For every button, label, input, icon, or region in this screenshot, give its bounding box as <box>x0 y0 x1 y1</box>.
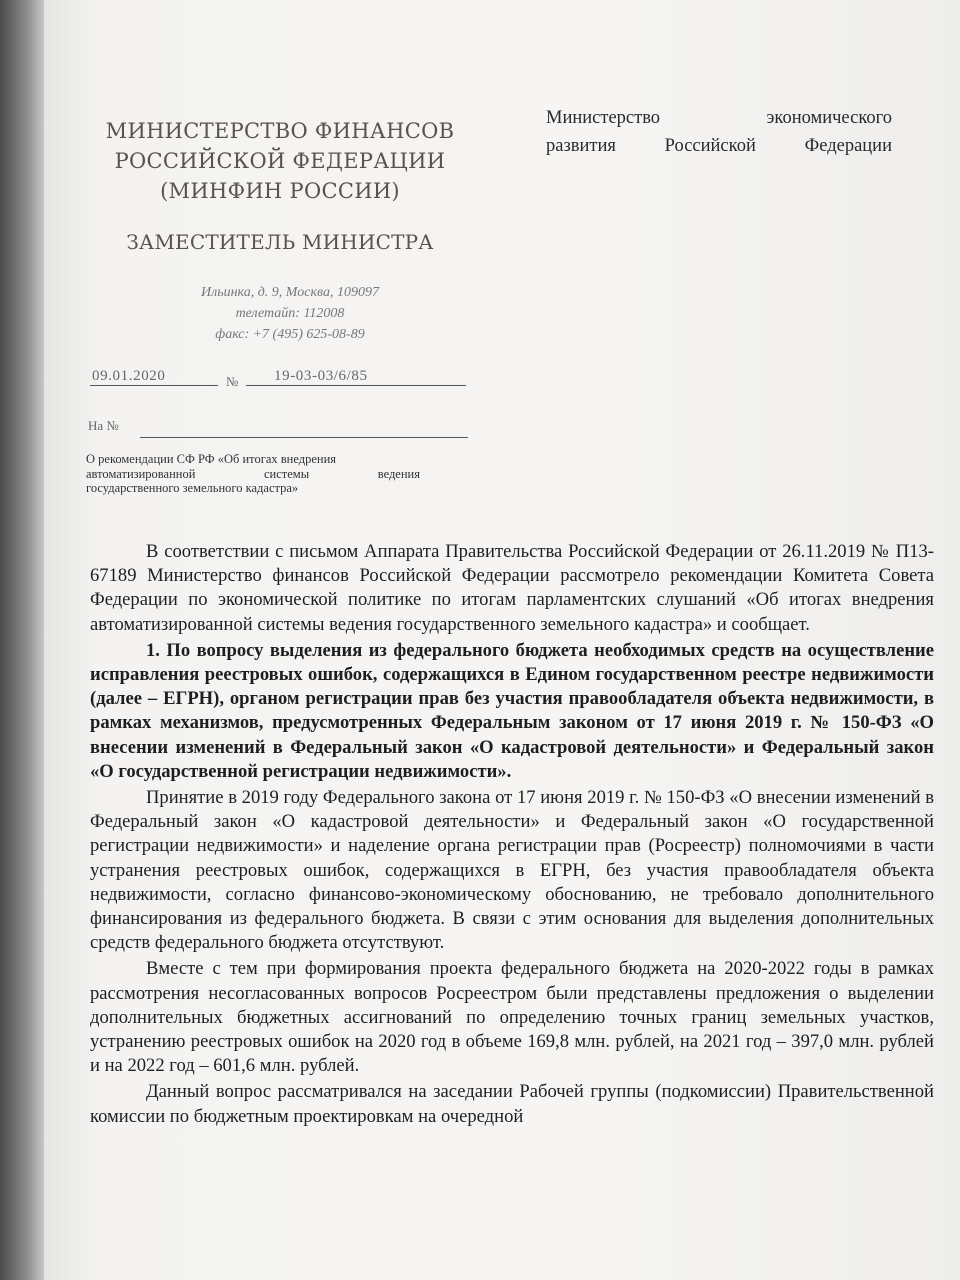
letter-body <box>90 540 934 1129</box>
registration-number: 19-03-03/6/85 <box>246 368 466 386</box>
ministry-name <box>80 116 480 206</box>
registration-date: 09.01.2020 <box>90 368 218 386</box>
subject-line: О рекомендации СФ РФ «Об итогах внедрения <box>86 452 337 466</box>
subject-line: государственного земельного кадастра» <box>86 481 299 495</box>
ministry-line: (МИНФИН РОССИИ) <box>160 179 400 203</box>
body-paragraph: Принятие в 2019 году Федерального закона от 17 июня 2019 г. № 150-ФЗ «О внесении изменений в Федеральный закон «О кадастровой деятельности» и Федеральный закон «О государственной регистрации недвижимости» и наделение органа регистрации прав (Росреестр) полномочиями в части устранения реестровых ошибок, содержащихся в ЕГРН, без участия правообладателя объекта недвижимости, согласно финансово-экономическому обоснованию, не требовало дополнительного финансирования из федерального бюджета. В связи с этим основания для выделения дополнительных средств федерального бюджета отсутствуют. <box>90 787 934 954</box>
recipient-block <box>546 104 892 160</box>
recipient-line: Министерство экономического <box>546 108 892 128</box>
subject-line: автоматизированной системы ведения <box>86 466 420 481</box>
recipient-line: развития Российской Федерации <box>546 136 892 156</box>
address-line: Ильинка, д. 9, Москва, 109097 <box>200 285 380 300</box>
reply-to-label: На № <box>88 418 119 433</box>
address-line: факс: +7 (495) 625-08-89 <box>215 327 365 342</box>
ministry-line: РОССИЙСКОЙ ФЕДЕРАЦИИ <box>114 149 446 173</box>
ministry-line: МИНИСТЕРСТВО ФИНАНСОВ <box>105 119 455 143</box>
letter-subject <box>86 452 420 496</box>
page-edge-shadow <box>0 0 44 1280</box>
body-paragraph: Вместе с тем при формирования проекта федерального бюджета на 2020-2022 годы в рамках рассмотрения несогласованных вопросов Росреестром были представлены предложения о выделении дополнительных бюджетных ассигнований по определению точных границ земельных участков, устранению реестровых ошибок на 2020 год в объеме 169,8 млн. рублей, на 2021 год – 397,0 млн. рублей и на 2022 год – 601,6 млн. рублей. <box>90 958 934 1077</box>
position-title: ЗАМЕСТИТЕЛЬ МИНИСТРА <box>126 230 434 254</box>
ministry-address <box>120 282 460 345</box>
registration-number-label: № <box>226 374 239 389</box>
body-paragraph-bold: 1. По вопросу выделения из федерального бюджета необходимых средств на осуществление исправления реестровых ошибок, содержащихся в Едином государственном реестре недвижимости (далее – ЕГРН), органом регистрации прав без участия правообладателя объекта недвижимости, в рамках механизмов, предусмотренных Федеральным законом от 17 июня 2019 г. № 150-ФЗ «О внесении изменений в Федеральный закон «О кадастровой деятельности» и Федеральный закон «О государственной регистрации недвижимости». <box>90 639 934 782</box>
reply-to-line <box>140 436 468 438</box>
body-paragraph: В соответствии с письмом Аппарата Правительства Российской Федерации от 26.11.2019 № П13-67189 Министерство финансов Российской Федерации рассмотрело рекомендации Комитета Совета Федерации по экономической политике по итогам парламентских слушаний «Об итогах внедрения автоматизированной системы ведения государственного земельного кадастра» и сообщает. <box>90 541 934 635</box>
address-line: телетайп: 112008 <box>235 306 345 321</box>
body-paragraph: Данный вопрос рассматривался на заседании Рабочей группы (подкомиссии) Правительственной комиссии по бюджетным проектировкам на очередной <box>90 1081 934 1127</box>
